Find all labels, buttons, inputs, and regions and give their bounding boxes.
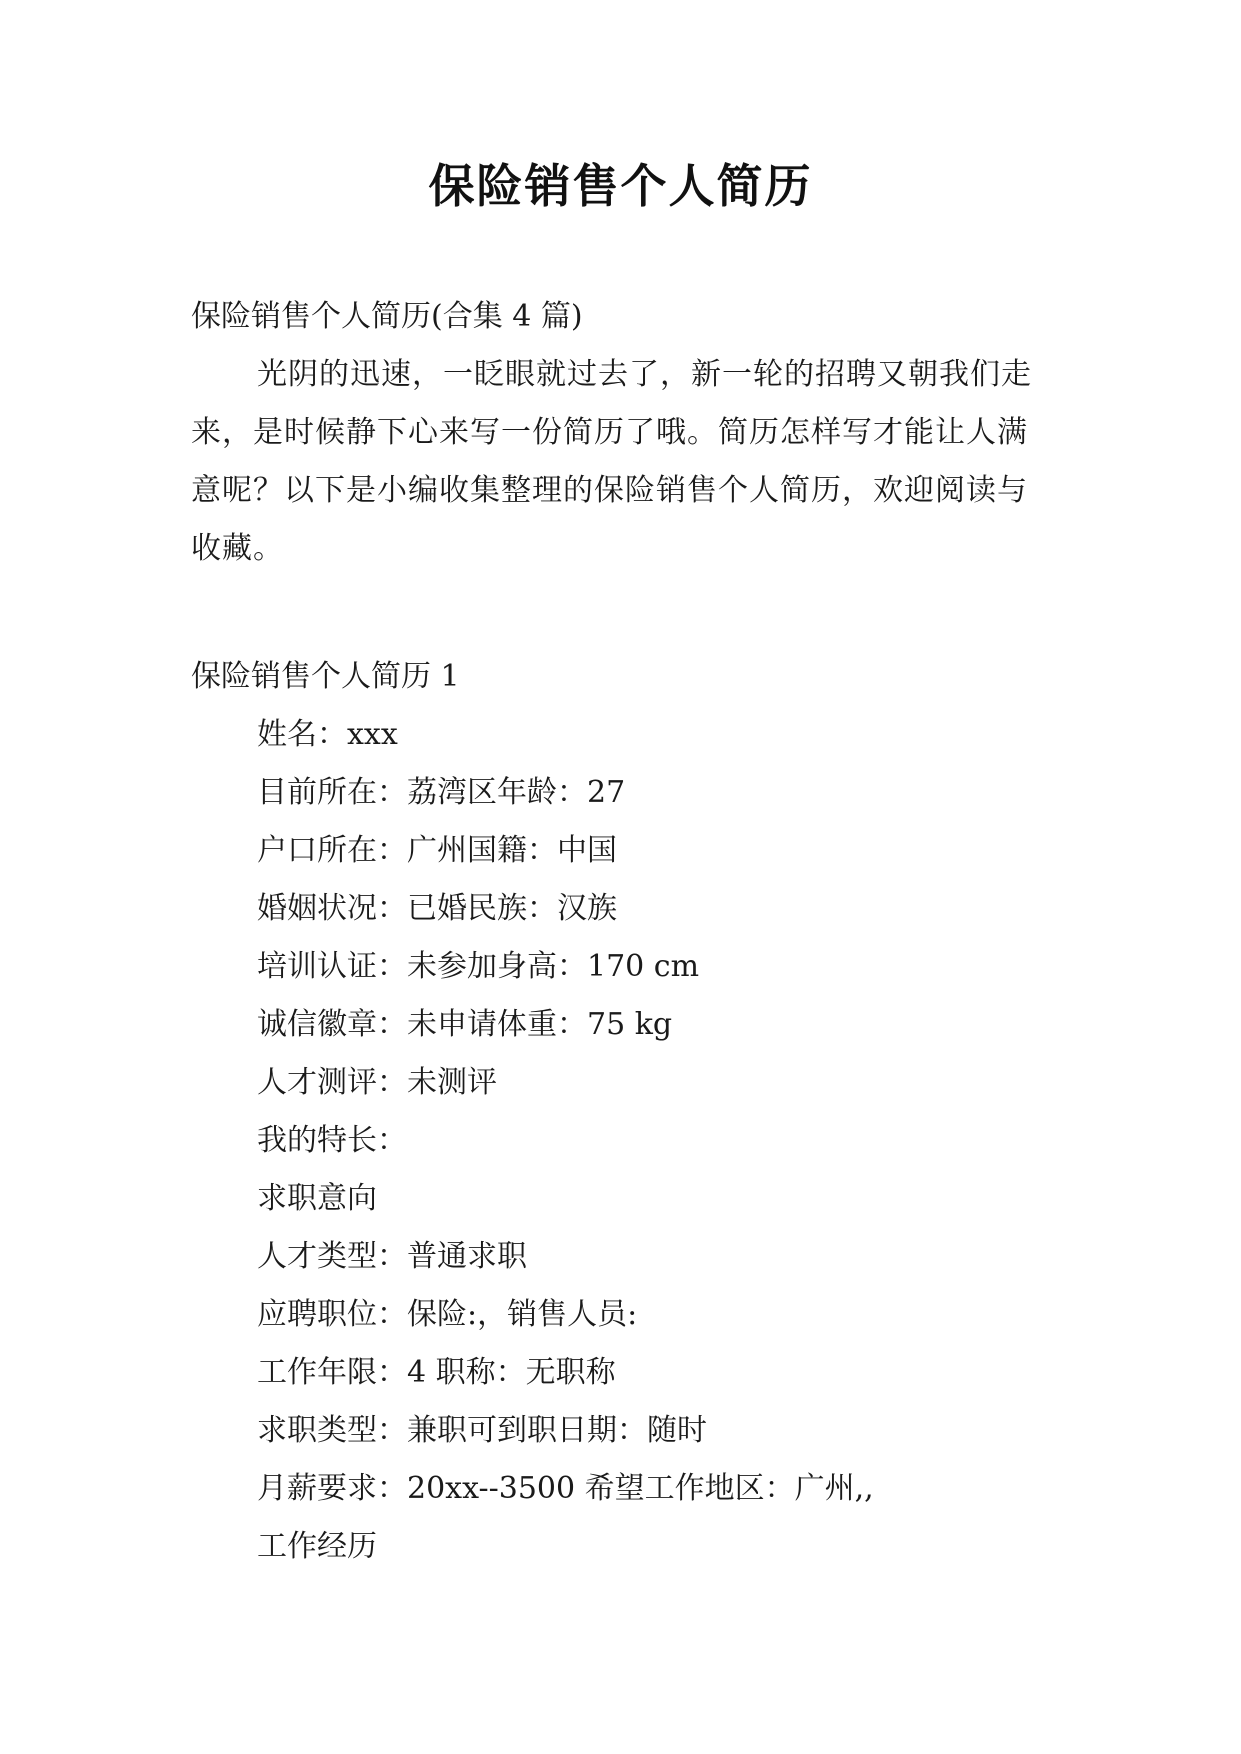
field-job-type-availability: 求职类型：兼职可到职日期：随时 [257,1413,707,1448]
section-heading: 保险销售个人简历 1 [191,659,460,694]
field-marital-ethnicity: 婚姻状况：已婚民族：汉族 [257,891,617,926]
field-salary-location: 月薪要求：20xx--3500 希望工作地区：广州,, [257,1471,874,1506]
document-title: 保险销售个人简历 [428,159,813,213]
document-body [191,288,1051,1576]
section-spacer [191,578,1051,648]
field-years-title: 工作年限：4 职称：无职称 [257,1355,616,1390]
field-specialty: 我的特长： [257,1123,407,1158]
field-hukou-nationality: 户口所在：广州国籍：中国 [257,833,617,868]
subsection-job-intention: 求职意向 [257,1181,377,1216]
field-location-age: 目前所在：荔湾区年龄：27 [257,775,626,810]
field-name: 姓名：xxx [257,717,398,752]
field-talent-type: 人才类型：普通求职 [257,1239,527,1274]
intro-paragraph: 光阴的迅速，一眨眼就过去了，新一轮的招聘又朝我们走来，是时候静下心来写一份简历了哦。简历怎样写才能让人满意呢？以下是小编收集整理的保险销售个人简历，欢迎阅读与收藏。 [191,357,1032,566]
field-training-height: 培训认证：未参加身高：170 cm [257,949,700,984]
document-subtitle: 保险销售个人简历(合集 4 篇) [191,299,583,334]
field-assessment: 人才测评：未测评 [257,1065,497,1100]
subsection-work-experience: 工作经历 [257,1529,377,1564]
field-badge-weight: 诚信徽章：未申请体重：75 kg [257,1007,673,1042]
field-position: 应聘职位：保险:，销售人员: [257,1297,638,1332]
